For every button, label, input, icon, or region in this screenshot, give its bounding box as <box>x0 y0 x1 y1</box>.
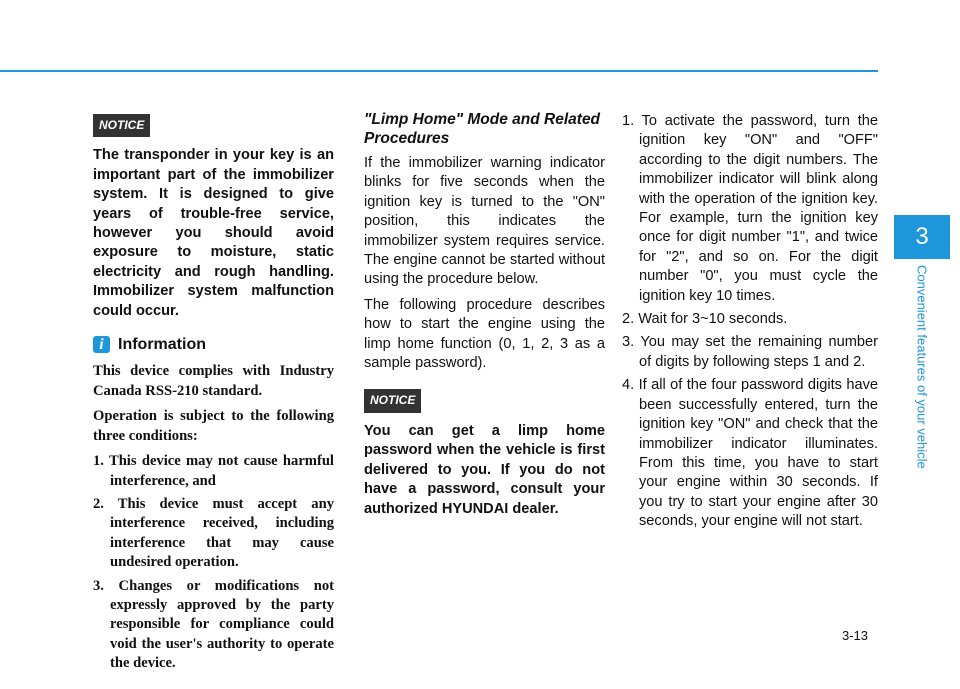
information-title: Information <box>118 336 206 354</box>
step-item: 3. You may set the remaining number of digits by following steps 1 and 2. <box>622 334 878 370</box>
notice-badge: NOTICE <box>364 389 421 412</box>
information-heading <box>93 335 334 354</box>
page-number: 3-13 <box>842 628 869 643</box>
paragraph: The following procedure describes how to start the engine using the limp home function (0, 1, 2, 3 as a sample password). <box>364 296 605 372</box>
left-column <box>93 112 334 678</box>
list-item: 2. This device must accept any interference received, including interference that may cause undesired operation. <box>93 495 334 571</box>
chapter-tab: 3 <box>894 215 950 259</box>
list-item: 1. This device may not cause harmful interference, and <box>93 453 334 489</box>
info-paragraph: This device complies with Industry Canada RSS-210 standard. <box>93 363 334 399</box>
header-rule <box>0 70 878 72</box>
middle-column <box>364 110 605 519</box>
step-item: 4. If all of the four password digits have been successfully entered, turn the ignition key "ON" and check that the immobilizer indicator illuminates. From this time, you have to start your engine within 30 seconds. If you try to start your engine after 30 seconds, your engine will not start. <box>622 377 878 530</box>
step-item: 2. Wait for 3~10 seconds. <box>622 311 788 328</box>
info-paragraph: Operation is subject to the following three conditions: <box>93 408 334 444</box>
info-icon: i <box>93 336 110 353</box>
section-heading: "Limp Home" Mode and Related Procedures <box>364 111 601 147</box>
information-body <box>93 362 334 673</box>
right-column <box>622 112 878 536</box>
chapter-title: Convenient features of your vehicle <box>914 265 930 469</box>
notice-text: You can get a limp home password when the vehicle is first delivered to you. If you do not have a password, consult your authorized HYUNDAI dealer. <box>364 422 605 517</box>
list-item: 3. Changes or modifications not expressly approved by the party responsible for compliance could void the user's authority to operate the device. <box>93 577 334 672</box>
notice-text: The transponder in your key is an important part of the immobilizer system. It is designed to give years of trouble-free service, however you should avoid exposure to moisture, static electricity and rough handling. Immobilizer system malfunction could occur. <box>93 147 334 319</box>
step-item: 1. To activate the password, turn the ignition key "ON" and "OFF" according to the digit numbers. The immobilizer indicator will blink along with the operation of the ignition key. For example, turn the ignition key once for digit number "1", and twice for "2", and so on. For the digit number "0", you must cycle the ignition key 10 times. <box>622 113 878 304</box>
notice-badge: NOTICE <box>93 114 150 137</box>
paragraph: If the immobilizer warning indicator blinks for five seconds when the ignition key is turned to the "ON" position, this indicates the immobilizer system requires service. The engine cannot be started without using the procedure below. <box>364 155 605 288</box>
